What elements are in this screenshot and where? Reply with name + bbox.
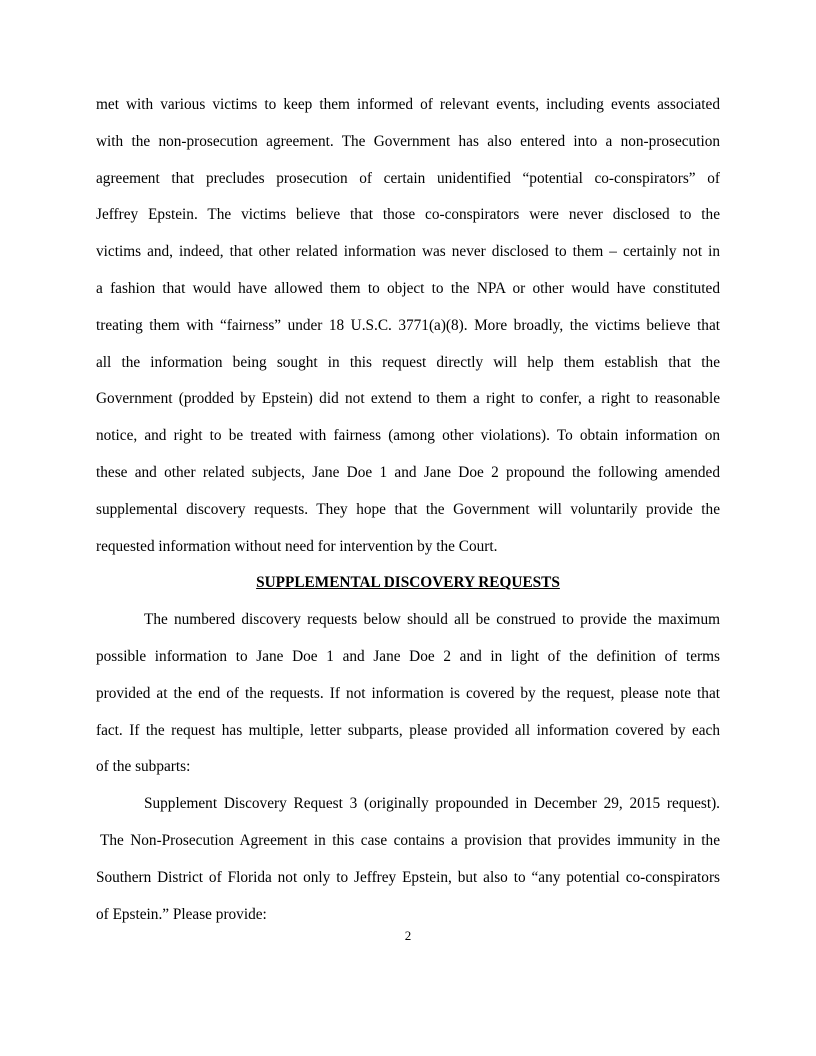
text-line: provided at the end of the requests. If not information is covered by the request, please note that: [96, 684, 720, 702]
text-line: treating them with “fairness” under 18 U.S.C. 3771(a)(8). More broadly, the victims believe that: [96, 316, 720, 334]
text-line: of the subparts:: [96, 758, 191, 776]
paragraph-victims-information: [96, 93, 720, 571]
text-line: fact. If the request has multiple, letter subparts, please provided all information covered by each: [96, 721, 720, 739]
text-line: agreement that precludes prosecution of certain unidentified “potential co-conspirators” of: [96, 169, 720, 187]
paragraph-discovery-instructions: [96, 608, 720, 792]
text-line: these and other related subjects, Jane Doe 1 and Jane Doe 2 propound the following amended: [96, 463, 720, 481]
paragraph-discovery-request-3: [96, 792, 720, 939]
page-number: 2: [404, 928, 412, 943]
text-line: notice, and right to be treated with fairness (among other violations). To obtain information on: [96, 427, 720, 445]
section-heading: SUPPLEMENTAL DISCOVERY REQUESTS: [256, 574, 560, 592]
text-line: of Epstein.” Please provide:: [96, 905, 267, 923]
document-body: [96, 93, 720, 939]
text-line: a fashion that would have allowed them to object to the NPA or other would have constituted: [96, 279, 720, 297]
text-line: all the information being sought in this request directly will help them establish that the: [96, 353, 720, 371]
text-line: met with various victims to keep them informed of relevant events, including events associated: [96, 96, 720, 113]
text-line: Government (prodded by Epstein) did not extend to them a right to confer, a right to reasonable: [96, 390, 720, 408]
text-line: requested information without need for intervention by the Court.: [96, 537, 498, 555]
text-line: Jeffrey Epstein. The victims believe that those co-conspirators were never disclosed to the: [96, 206, 720, 224]
text-line: Supplement Discovery Request 3 (originally propounded in December 29, 2015 request).: [144, 795, 720, 813]
text-line: supplemental discovery requests. They hope that the Government will voluntarily provide the: [96, 500, 720, 518]
text-line: victims and, indeed, that other related information was never disclosed to them – certainly not in: [96, 243, 720, 261]
text-line: The numbered discovery requests below should all be construed to provide the maximum: [144, 611, 720, 629]
text-line: Southern District of Florida not only to Jeffrey Epstein, but also to “any potential co-conspirators: [96, 868, 720, 886]
text-line: The Non-Prosecution Agreement in this case contains a provision that provides immunity in the: [100, 831, 720, 849]
text-line: with the non-prosecution agreement. The Government has also entered into a non-prosecution: [96, 132, 720, 150]
text-line: possible information to Jane Doe 1 and Jane Doe 2 and in light of the definition of terms: [96, 647, 720, 665]
